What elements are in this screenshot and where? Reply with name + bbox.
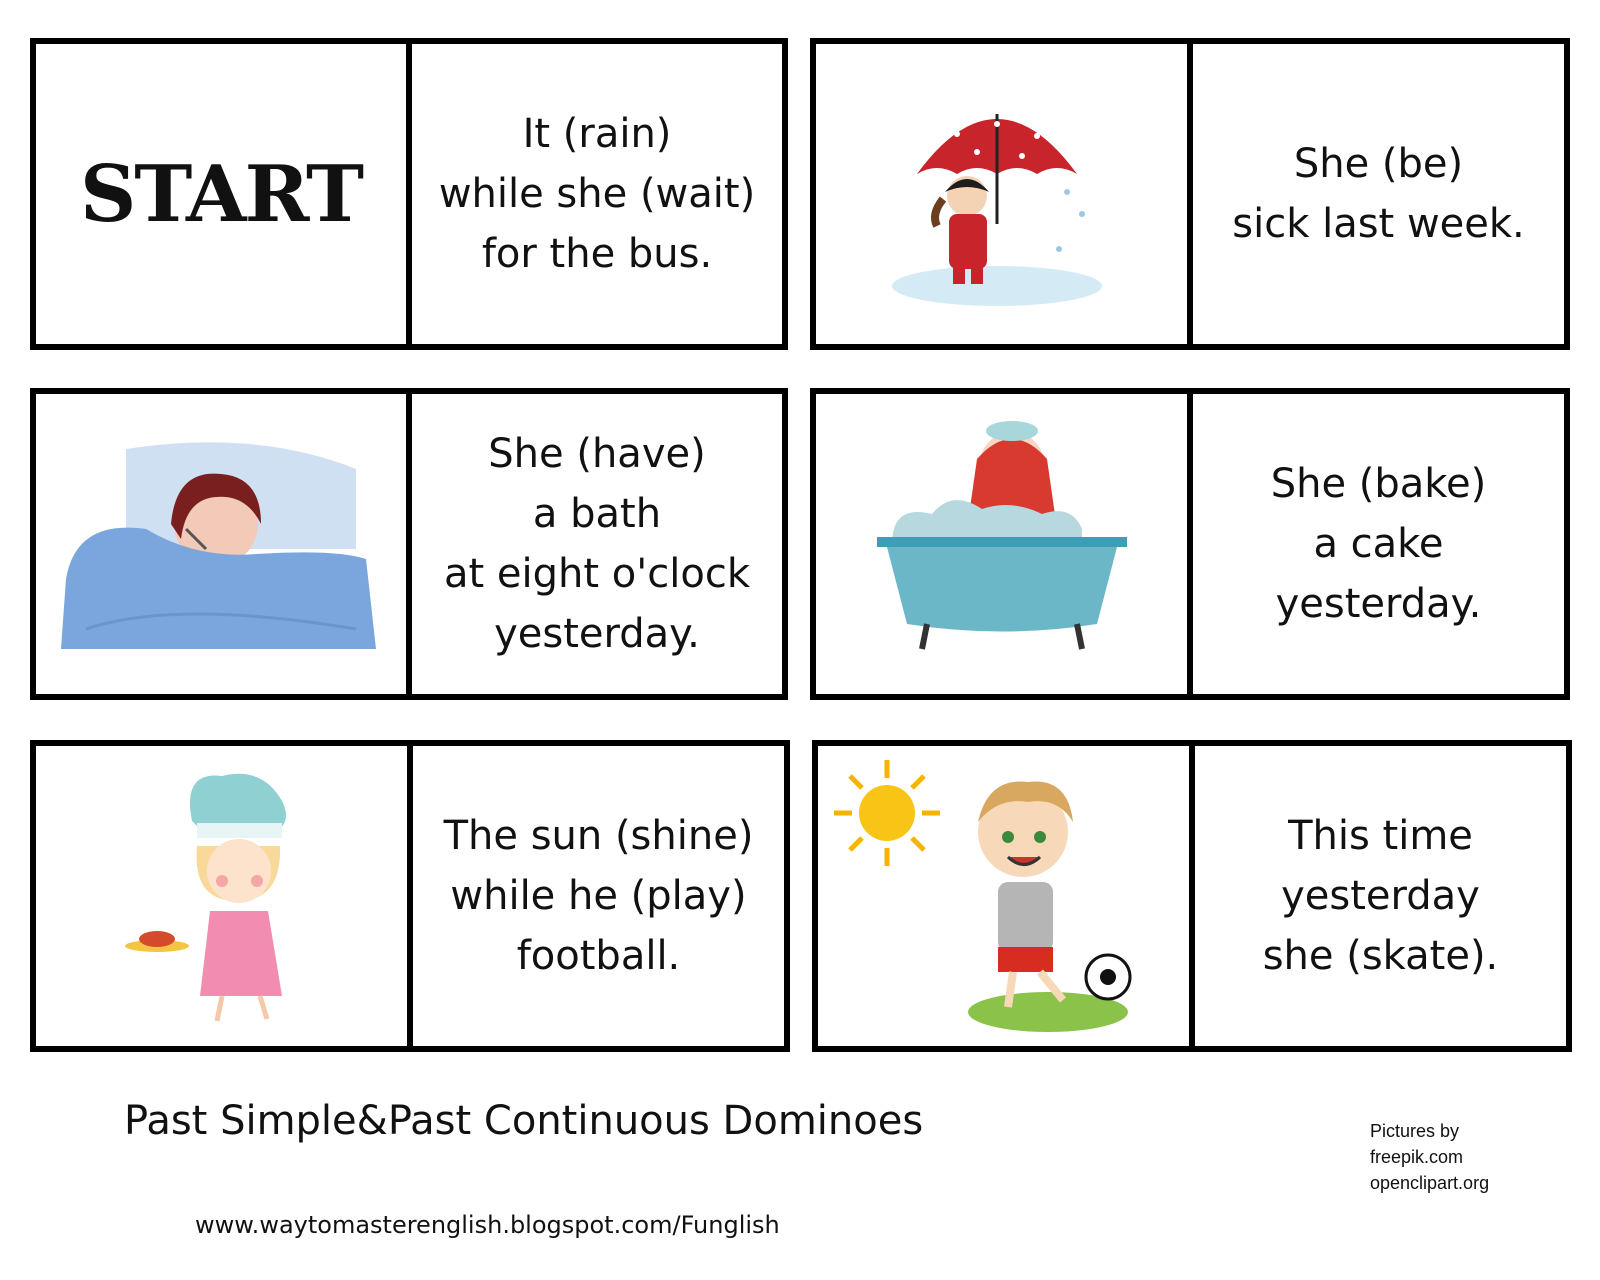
worksheet-title: Past Simple&Past Continuous Dominoes — [124, 1098, 924, 1144]
caption-bake: She (bake) a cake yesterday. — [1270, 461, 1487, 627]
girl-umbrella-icon — [887, 74, 1117, 314]
caption-sick: She (be) sick last week. — [1232, 141, 1525, 247]
picture-credits — [1370, 1118, 1489, 1196]
domino-half-picture — [816, 44, 1193, 344]
domino-card-chef — [30, 740, 790, 1052]
domino-half-start — [36, 44, 412, 344]
start-label: START — [79, 148, 363, 240]
credits-line: openclipart.org — [1370, 1173, 1490, 1193]
boy-football-icon — [948, 762, 1148, 1042]
domino-card-sick — [30, 388, 788, 700]
chef-girl-icon — [122, 761, 322, 1031]
credits-line: Pictures by — [1370, 1121, 1460, 1141]
domino-half-text — [412, 44, 782, 344]
domino-half-picture — [36, 394, 412, 694]
domino-half-picture — [818, 746, 1195, 1046]
domino-half-text — [1195, 746, 1566, 1046]
domino-half-text — [413, 746, 784, 1046]
domino-card-football — [812, 740, 1572, 1052]
domino-half-text — [412, 394, 782, 694]
caption-skate: This time yesterday she (skate). — [1262, 813, 1499, 979]
domino-card-umbrella — [810, 38, 1570, 350]
sun-icon — [832, 758, 942, 868]
domino-card-bath — [810, 388, 1570, 700]
bath-tub-icon — [872, 419, 1132, 669]
caption-rain-wait: It (rain) while she (wait) for the bus. — [438, 111, 756, 277]
website-link[interactable]: www.waytomasterenglish.blogspot.com/Funglish — [195, 1211, 780, 1239]
sick-in-bed-icon — [56, 429, 386, 659]
domino-half-picture — [36, 746, 413, 1046]
domino-half-picture — [816, 394, 1193, 694]
caption-sun-football: The sun (shine) while he (play) football. — [443, 813, 754, 979]
domino-half-text — [1193, 44, 1564, 344]
domino-card-start — [30, 38, 788, 350]
domino-half-text — [1193, 394, 1564, 694]
caption-bath: She (have) a bath at eight o'clock yesterday. — [444, 431, 750, 657]
credits-line: freepik.com — [1370, 1147, 1464, 1167]
